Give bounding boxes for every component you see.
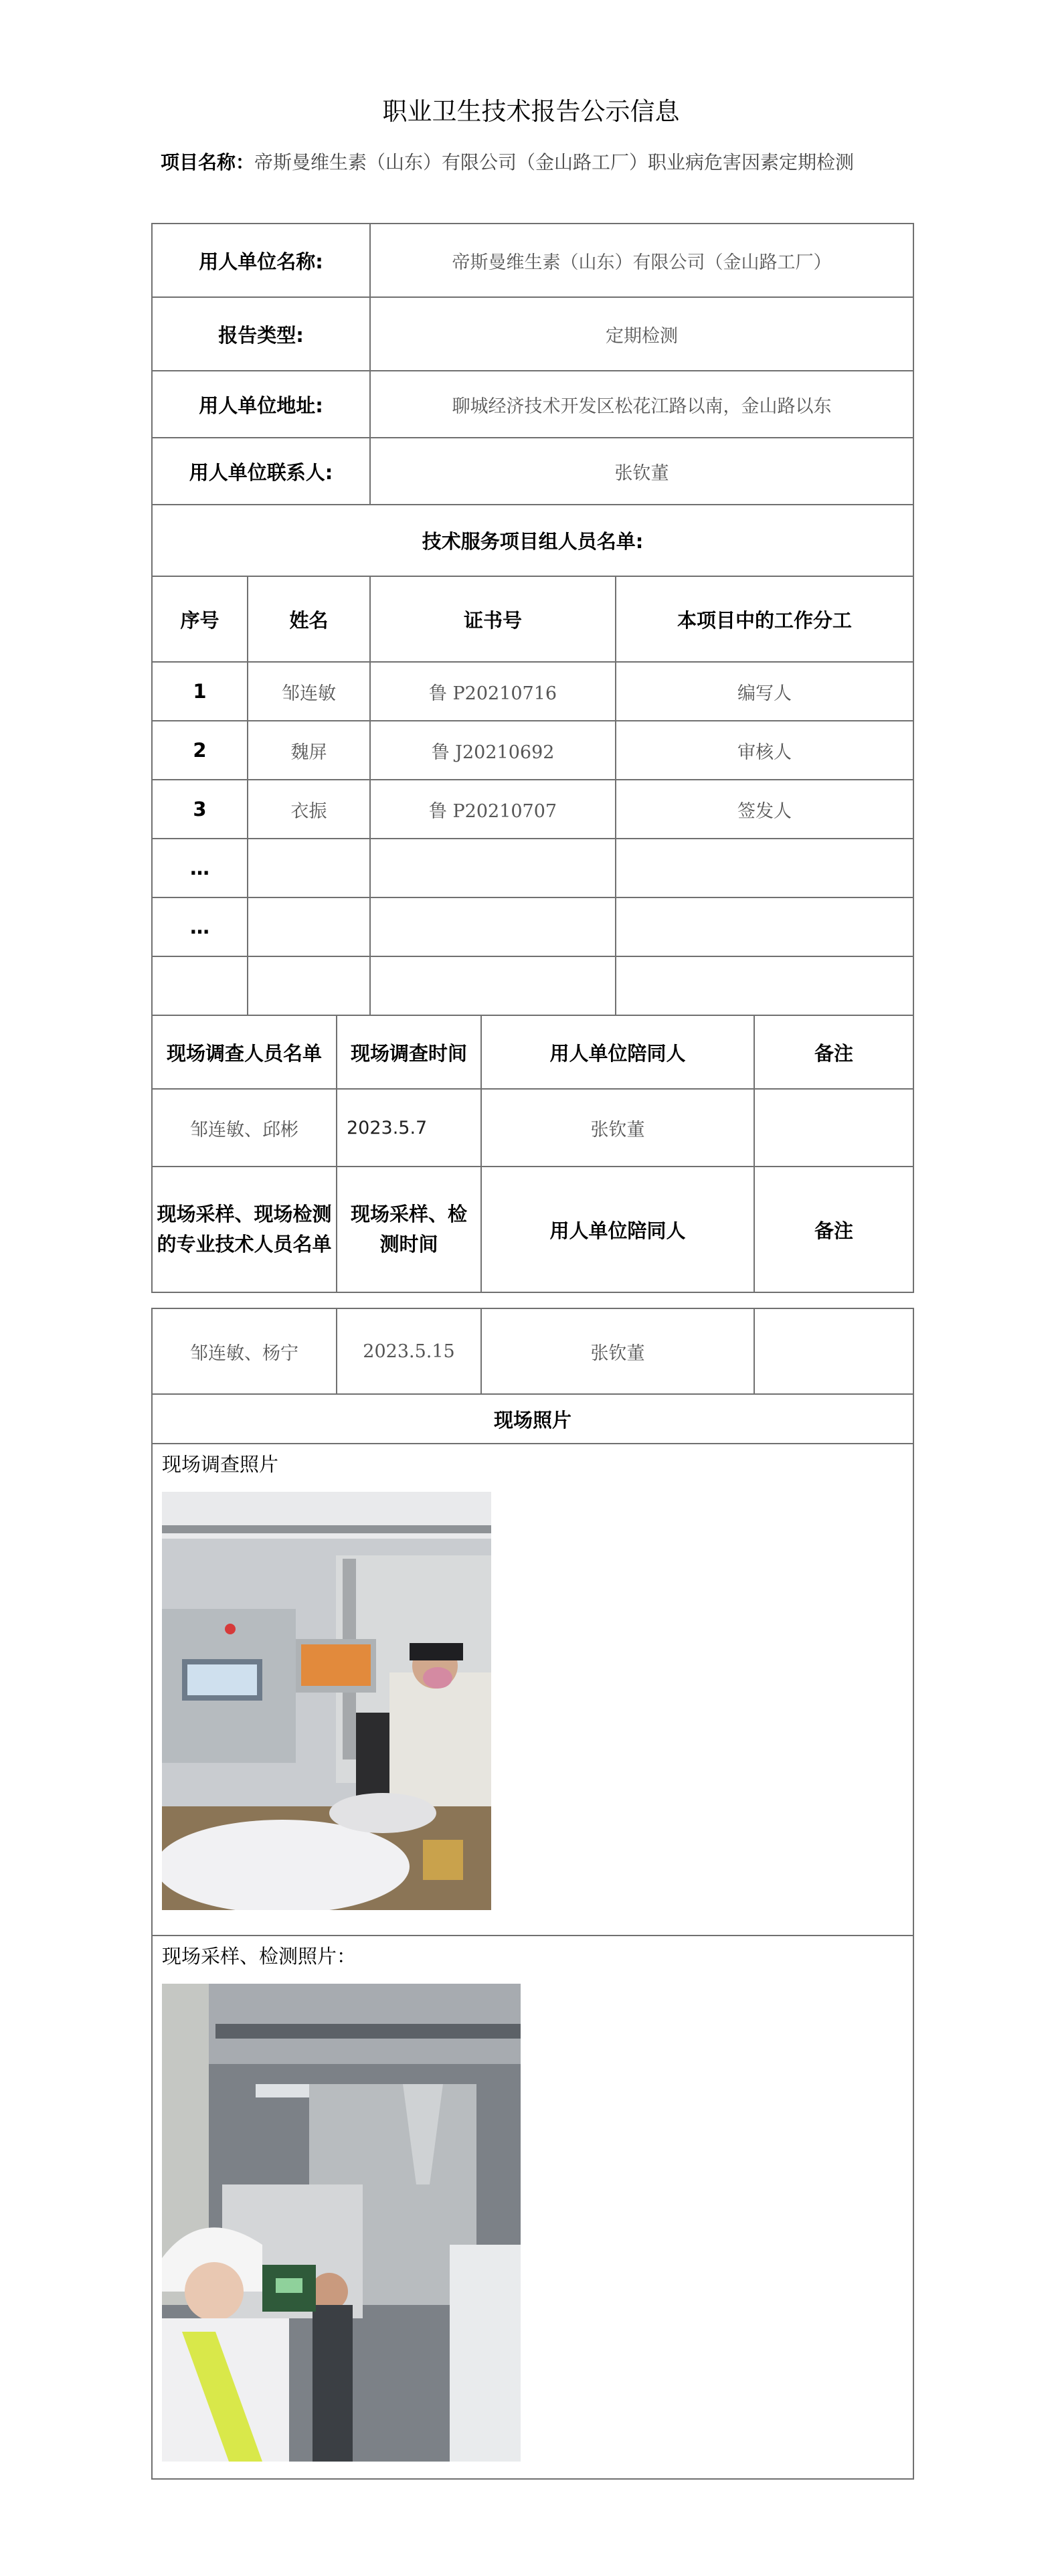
- survey-note: [754, 1089, 913, 1167]
- sampling-photo-image: [162, 1984, 521, 2462]
- team-row-role: 审核人: [616, 721, 913, 780]
- team-row-role: [616, 839, 913, 897]
- team-row-no: 3: [152, 780, 248, 839]
- table-row: [152, 956, 913, 1015]
- info-table: [151, 223, 914, 1293]
- team-row-no: 1: [152, 662, 248, 721]
- employer-label: 用人单位名称:: [152, 224, 370, 297]
- contact-value: 张钦董: [370, 438, 913, 505]
- team-row-name: [248, 839, 370, 897]
- survey-header-time: 现场调查时间: [337, 1015, 481, 1089]
- report-type-label: 报告类型:: [152, 297, 370, 371]
- address-label: 用人单位地址:: [152, 371, 370, 438]
- survey-staff: 邹连敏、邱彬: [152, 1089, 337, 1167]
- sampling-time: 2023.5.15: [337, 1308, 481, 1394]
- team-row-name: 魏屏: [248, 721, 370, 780]
- survey-photo-label: 现场调查照片: [162, 1453, 279, 1476]
- team-row-role: 编写人: [616, 662, 913, 721]
- team-row-name: [248, 897, 370, 956]
- sampling-header-note: 备注: [754, 1167, 913, 1292]
- sampling-staff: 邹连敏、杨宁: [152, 1308, 337, 1394]
- contact-label: 用人单位联系人:: [152, 438, 370, 505]
- sampling-photo-cell: [152, 1936, 913, 2479]
- sampling-escort: 张钦董: [481, 1308, 754, 1394]
- sampling-header-escort: 用人单位陪同人: [481, 1167, 754, 1292]
- team-row-role: [616, 897, 913, 956]
- table-row: [152, 721, 913, 780]
- table-row: [152, 839, 913, 897]
- team-header-name: 姓名: [248, 576, 370, 662]
- team-row-role: 签发人: [616, 780, 913, 839]
- team-row-no: 2: [152, 721, 248, 780]
- table-row: [152, 662, 913, 721]
- team-header-no: 序号: [152, 576, 248, 662]
- team-row-cert: [370, 839, 616, 897]
- team-row-name: [248, 956, 370, 1015]
- project-value: 帝斯曼维生素（山东）有限公司（金山路工厂）职业病危害因素定期检测: [254, 151, 855, 173]
- sampling-photo-table: [151, 1308, 914, 2480]
- table-row: [152, 780, 913, 839]
- table-row: [152, 1089, 913, 1167]
- report-type-value: 定期检测: [370, 297, 913, 371]
- team-row-cert: 鲁 P20210716: [370, 662, 616, 721]
- survey-photo: [162, 1492, 491, 1910]
- survey-time: 2023.5.7: [337, 1089, 481, 1167]
- survey-header-note: 备注: [754, 1015, 913, 1089]
- survey-photo-cell: [152, 1444, 913, 1936]
- team-heading: 技术服务项目组人员名单:: [152, 505, 913, 576]
- table-row: [152, 897, 913, 956]
- team-header-cert: 证书号: [370, 576, 616, 662]
- employer-value: 帝斯曼维生素（山东）有限公司（金山路工厂）: [370, 224, 913, 297]
- survey-escort: 张钦董: [481, 1089, 754, 1167]
- sampling-note: [754, 1308, 913, 1394]
- survey-header-staff: 现场调查人员名单: [152, 1015, 337, 1089]
- address-value: 聊城经济技术开发区松花江路以南，金山路以东: [370, 371, 913, 438]
- team-row-cert: [370, 897, 616, 956]
- team-row-name: 衣振: [248, 780, 370, 839]
- team-row-no: …: [152, 839, 248, 897]
- table-row: [152, 1308, 913, 1394]
- survey-photo-image: [162, 1492, 491, 1910]
- team-header-role: 本项目中的工作分工: [616, 576, 913, 662]
- sampling-photo: [162, 1984, 521, 2462]
- sampling-photo-label: 现场采样、检测照片：: [162, 1945, 357, 1968]
- team-row-cert: 鲁 P20210707: [370, 780, 616, 839]
- team-row-cert: 鲁 J20210692: [370, 721, 616, 780]
- team-row-name: 邹连敏: [248, 662, 370, 721]
- team-row-cert: [370, 956, 616, 1015]
- project-label: 项目名称：: [161, 151, 255, 173]
- photos-heading: 现场照片: [152, 1394, 913, 1444]
- team-row-no: [152, 956, 248, 1015]
- sampling-header-time: 现场采样、检测时间: [337, 1167, 481, 1292]
- sampling-header-staff: 现场采样、现场检测的专业技术人员名单: [152, 1167, 337, 1292]
- team-row-no: …: [152, 897, 248, 956]
- page-title: 职业卫生技术报告公示信息: [382, 97, 680, 126]
- survey-header-escort: 用人单位陪同人: [481, 1015, 754, 1089]
- project-name: [161, 142, 910, 183]
- team-row-role: [616, 956, 913, 1015]
